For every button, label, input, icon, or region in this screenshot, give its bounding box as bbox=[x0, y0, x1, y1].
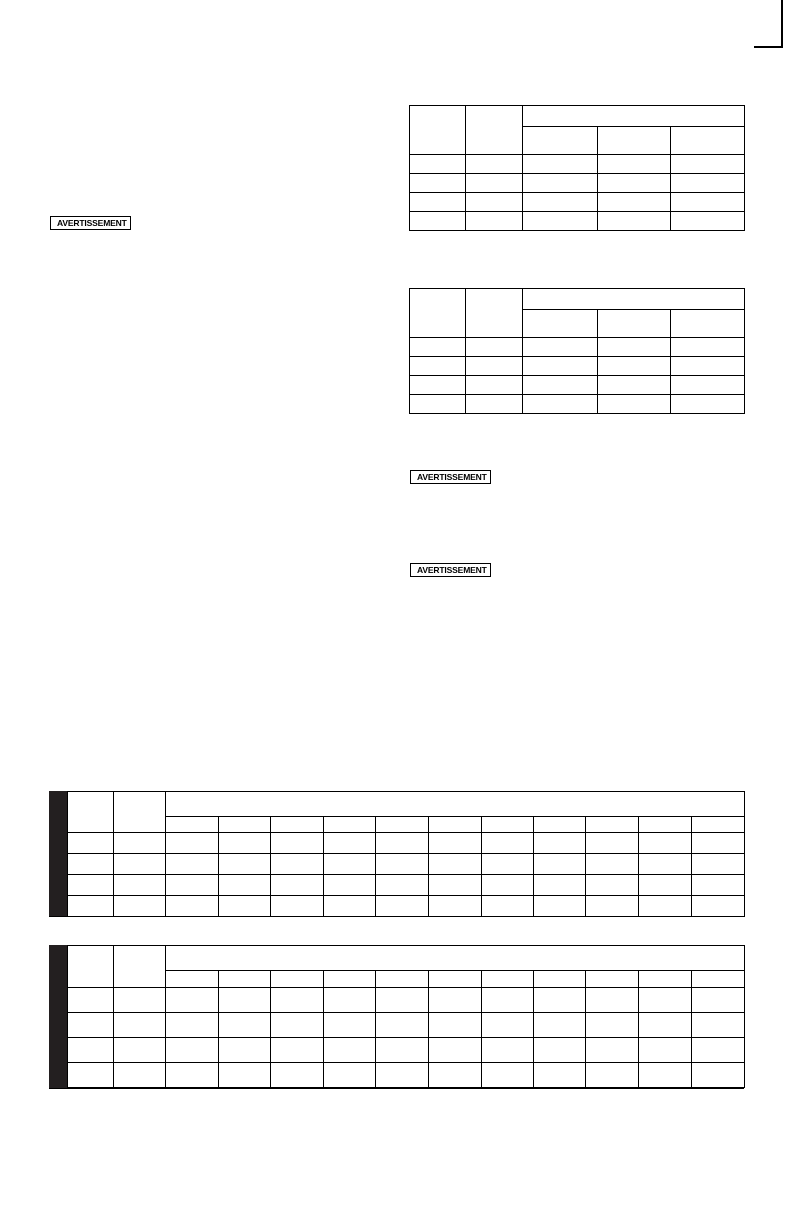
table-cell bbox=[271, 817, 324, 833]
table-cell bbox=[271, 1013, 324, 1038]
table-cell bbox=[219, 896, 271, 917]
table-cell bbox=[534, 854, 586, 875]
table-cell bbox=[219, 817, 271, 833]
table-cell bbox=[692, 833, 745, 854]
warning-badge bbox=[50, 216, 131, 230]
table-cell bbox=[671, 338, 745, 357]
table-row bbox=[68, 1038, 745, 1063]
table-row bbox=[410, 357, 745, 376]
table-cell bbox=[523, 106, 745, 127]
table-cell bbox=[429, 833, 482, 854]
table-cell bbox=[466, 106, 523, 155]
table-cell bbox=[219, 988, 271, 1013]
table-cell bbox=[68, 792, 114, 833]
table-cell bbox=[219, 833, 271, 854]
table-cell bbox=[523, 395, 598, 414]
table-cell bbox=[671, 395, 745, 414]
table-cell bbox=[692, 1038, 745, 1063]
table-cell bbox=[586, 833, 639, 854]
table-cell bbox=[639, 1063, 692, 1088]
table-cell bbox=[271, 896, 324, 917]
table-cell bbox=[586, 817, 639, 833]
table-row bbox=[410, 155, 745, 174]
table-cell bbox=[219, 971, 271, 988]
table-cell bbox=[376, 817, 429, 833]
table-cell bbox=[466, 289, 523, 338]
table-cell bbox=[534, 896, 586, 917]
table-cell bbox=[429, 1063, 482, 1088]
table-cell bbox=[523, 155, 598, 174]
table-cell bbox=[482, 1013, 534, 1038]
table-cell bbox=[482, 854, 534, 875]
table-cell bbox=[114, 1038, 166, 1063]
table-cell bbox=[429, 988, 482, 1013]
table-cell bbox=[376, 1038, 429, 1063]
table-cell bbox=[482, 988, 534, 1013]
table-cell bbox=[482, 833, 534, 854]
table-cell bbox=[166, 946, 745, 971]
crop-mark-vertical bbox=[781, 0, 783, 48]
table-cell bbox=[692, 1013, 745, 1038]
table-cell bbox=[271, 1038, 324, 1063]
table-cell bbox=[534, 1013, 586, 1038]
table-row bbox=[410, 174, 745, 193]
table-cell bbox=[166, 1013, 219, 1038]
table-bottom-rule bbox=[49, 916, 744, 917]
table-header-row bbox=[68, 817, 745, 833]
table-cell bbox=[523, 193, 598, 212]
table-cell bbox=[271, 854, 324, 875]
table-cell bbox=[114, 792, 166, 833]
table-cell bbox=[219, 854, 271, 875]
table-cell bbox=[639, 988, 692, 1013]
table-cell bbox=[671, 193, 745, 212]
table-cell bbox=[598, 174, 671, 193]
table-cell bbox=[639, 833, 692, 854]
table-cell bbox=[114, 854, 166, 875]
table-cell bbox=[376, 971, 429, 988]
table-cell bbox=[671, 310, 745, 338]
table-cell bbox=[376, 854, 429, 875]
table-row bbox=[68, 854, 745, 875]
table-row bbox=[68, 875, 745, 896]
table-cell bbox=[466, 376, 523, 395]
table-cell bbox=[410, 106, 466, 155]
table-cell bbox=[639, 896, 692, 917]
table-cell bbox=[410, 376, 466, 395]
table-cell bbox=[598, 310, 671, 338]
table-row bbox=[410, 395, 745, 414]
table-cell bbox=[166, 875, 219, 896]
wide-table bbox=[67, 945, 745, 1088]
table-cell bbox=[523, 338, 598, 357]
table-cell bbox=[639, 817, 692, 833]
table-cell bbox=[639, 875, 692, 896]
table-cell bbox=[166, 1038, 219, 1063]
table-cell bbox=[639, 1038, 692, 1063]
table-cell bbox=[466, 395, 523, 414]
table-cell bbox=[429, 875, 482, 896]
small-table bbox=[409, 288, 745, 414]
table-cell bbox=[410, 338, 466, 357]
table-cell bbox=[692, 971, 745, 988]
table-cell bbox=[482, 1063, 534, 1088]
table-cell bbox=[410, 357, 466, 376]
table-cell bbox=[482, 1038, 534, 1063]
table-cell bbox=[671, 357, 745, 376]
table-cell bbox=[166, 1063, 219, 1088]
table-cell bbox=[598, 155, 671, 174]
table-cell bbox=[534, 833, 586, 854]
table-cell bbox=[114, 988, 166, 1013]
table-cell bbox=[68, 896, 114, 917]
table-cell bbox=[429, 1013, 482, 1038]
table-cell bbox=[376, 988, 429, 1013]
wide-table bbox=[67, 791, 745, 917]
table-cell bbox=[466, 193, 523, 212]
table-cell bbox=[482, 971, 534, 988]
table-cell bbox=[466, 174, 523, 193]
table-cell bbox=[466, 338, 523, 357]
table-cell bbox=[586, 1038, 639, 1063]
table-cell bbox=[671, 155, 745, 174]
table-cell bbox=[324, 1013, 376, 1038]
table-cell bbox=[671, 127, 745, 155]
table-cell bbox=[523, 174, 598, 193]
table-cell bbox=[166, 896, 219, 917]
table-cell bbox=[466, 357, 523, 376]
table-cell bbox=[114, 875, 166, 896]
table-cell bbox=[410, 174, 466, 193]
table-header-row bbox=[68, 946, 745, 971]
table-row bbox=[68, 896, 745, 917]
table-cell bbox=[324, 854, 376, 875]
table-cell bbox=[671, 376, 745, 395]
table-cell bbox=[68, 1013, 114, 1038]
table-cell bbox=[598, 212, 671, 231]
table-cell bbox=[324, 896, 376, 917]
table-cell bbox=[376, 896, 429, 917]
table-cell bbox=[68, 833, 114, 854]
table-cell bbox=[534, 988, 586, 1013]
table-cell bbox=[219, 1038, 271, 1063]
table-cell bbox=[639, 854, 692, 875]
table-cell bbox=[598, 376, 671, 395]
table-cell bbox=[534, 817, 586, 833]
table-cell bbox=[324, 817, 376, 833]
table-cell bbox=[166, 854, 219, 875]
table-cell bbox=[410, 155, 466, 174]
table-cell bbox=[324, 875, 376, 896]
table-cell bbox=[523, 357, 598, 376]
table-header-row bbox=[410, 289, 745, 310]
table-row bbox=[68, 833, 745, 854]
table-cell bbox=[429, 854, 482, 875]
table-cell bbox=[692, 854, 745, 875]
table-cell bbox=[324, 971, 376, 988]
table-header-row bbox=[68, 971, 745, 988]
table-cell bbox=[466, 155, 523, 174]
table-cell bbox=[410, 395, 466, 414]
table-cell bbox=[271, 971, 324, 988]
table-cell bbox=[523, 310, 598, 338]
table-cell bbox=[376, 833, 429, 854]
table-cell bbox=[523, 289, 745, 310]
table-cell bbox=[219, 875, 271, 896]
table-cell bbox=[68, 988, 114, 1013]
table-cell bbox=[271, 875, 324, 896]
table-cell bbox=[324, 988, 376, 1013]
table-cell bbox=[376, 875, 429, 896]
table-cell bbox=[324, 833, 376, 854]
section-tab-bar bbox=[49, 945, 67, 1089]
table-cell bbox=[429, 817, 482, 833]
table-row bbox=[410, 376, 745, 395]
table-cell bbox=[586, 1013, 639, 1038]
table-cell bbox=[692, 817, 745, 833]
table-cell bbox=[671, 212, 745, 231]
table-cell bbox=[523, 376, 598, 395]
table-cell bbox=[376, 1013, 429, 1038]
table-cell bbox=[482, 817, 534, 833]
table-cell bbox=[219, 1013, 271, 1038]
warning-label: AVERTISSEMENT bbox=[57, 217, 127, 228]
table-cell bbox=[166, 792, 745, 817]
table-row bbox=[68, 1063, 745, 1088]
table-header-row bbox=[68, 792, 745, 817]
table-cell bbox=[114, 946, 166, 988]
table-cell bbox=[271, 988, 324, 1013]
table-row bbox=[410, 338, 745, 357]
table-cell bbox=[639, 1013, 692, 1038]
table-bottom-rule bbox=[49, 1088, 744, 1089]
table-cell bbox=[482, 875, 534, 896]
table-cell bbox=[534, 1063, 586, 1088]
table-cell bbox=[166, 833, 219, 854]
table-header-row bbox=[410, 106, 745, 127]
table-cell bbox=[410, 289, 466, 338]
table-cell bbox=[692, 988, 745, 1013]
table-cell bbox=[598, 193, 671, 212]
table-cell bbox=[466, 212, 523, 231]
table-cell bbox=[166, 817, 219, 833]
table-row bbox=[410, 193, 745, 212]
crop-mark-horizontal bbox=[754, 46, 783, 48]
table-cell bbox=[68, 1038, 114, 1063]
table-cell bbox=[324, 1038, 376, 1063]
table-cell bbox=[598, 357, 671, 376]
table-cell bbox=[523, 212, 598, 231]
table-cell bbox=[586, 1063, 639, 1088]
table-cell bbox=[166, 988, 219, 1013]
table-cell bbox=[598, 338, 671, 357]
table-cell bbox=[410, 212, 466, 231]
table-cell bbox=[482, 896, 534, 917]
small-table bbox=[409, 105, 745, 231]
warning-badge bbox=[410, 563, 491, 577]
table-cell bbox=[692, 896, 745, 917]
table-cell bbox=[324, 1063, 376, 1088]
table-row bbox=[410, 212, 745, 231]
table-cell bbox=[534, 1038, 586, 1063]
table-row bbox=[68, 988, 745, 1013]
table-cell bbox=[68, 1063, 114, 1088]
table-cell bbox=[639, 971, 692, 988]
table-cell bbox=[114, 896, 166, 917]
table-cell bbox=[429, 1038, 482, 1063]
table-cell bbox=[166, 971, 219, 988]
table-cell bbox=[68, 854, 114, 875]
table-cell bbox=[586, 988, 639, 1013]
table-cell bbox=[219, 1063, 271, 1088]
warning-badge bbox=[410, 470, 491, 484]
table-cell bbox=[523, 127, 598, 155]
warning-label: AVERTISSEMENT bbox=[417, 471, 487, 482]
table-cell bbox=[410, 193, 466, 212]
table-row bbox=[68, 1013, 745, 1038]
table-cell bbox=[534, 875, 586, 896]
table-cell bbox=[671, 174, 745, 193]
table-cell bbox=[376, 1063, 429, 1088]
table-cell bbox=[429, 971, 482, 988]
table-cell bbox=[114, 1063, 166, 1088]
table-cell bbox=[114, 1013, 166, 1038]
table-cell bbox=[68, 946, 114, 988]
table-cell bbox=[68, 875, 114, 896]
warning-label: AVERTISSEMENT bbox=[417, 564, 487, 575]
section-tab-bar bbox=[49, 791, 67, 917]
table-cell bbox=[271, 1063, 324, 1088]
table-cell bbox=[598, 127, 671, 155]
table-cell bbox=[114, 833, 166, 854]
table-cell bbox=[586, 875, 639, 896]
table-cell bbox=[692, 1063, 745, 1088]
table-cell bbox=[534, 971, 586, 988]
table-cell bbox=[271, 833, 324, 854]
table-cell bbox=[598, 395, 671, 414]
table-cell bbox=[692, 875, 745, 896]
table-cell bbox=[429, 896, 482, 917]
table-cell bbox=[586, 971, 639, 988]
table-cell bbox=[586, 896, 639, 917]
table-cell bbox=[586, 854, 639, 875]
